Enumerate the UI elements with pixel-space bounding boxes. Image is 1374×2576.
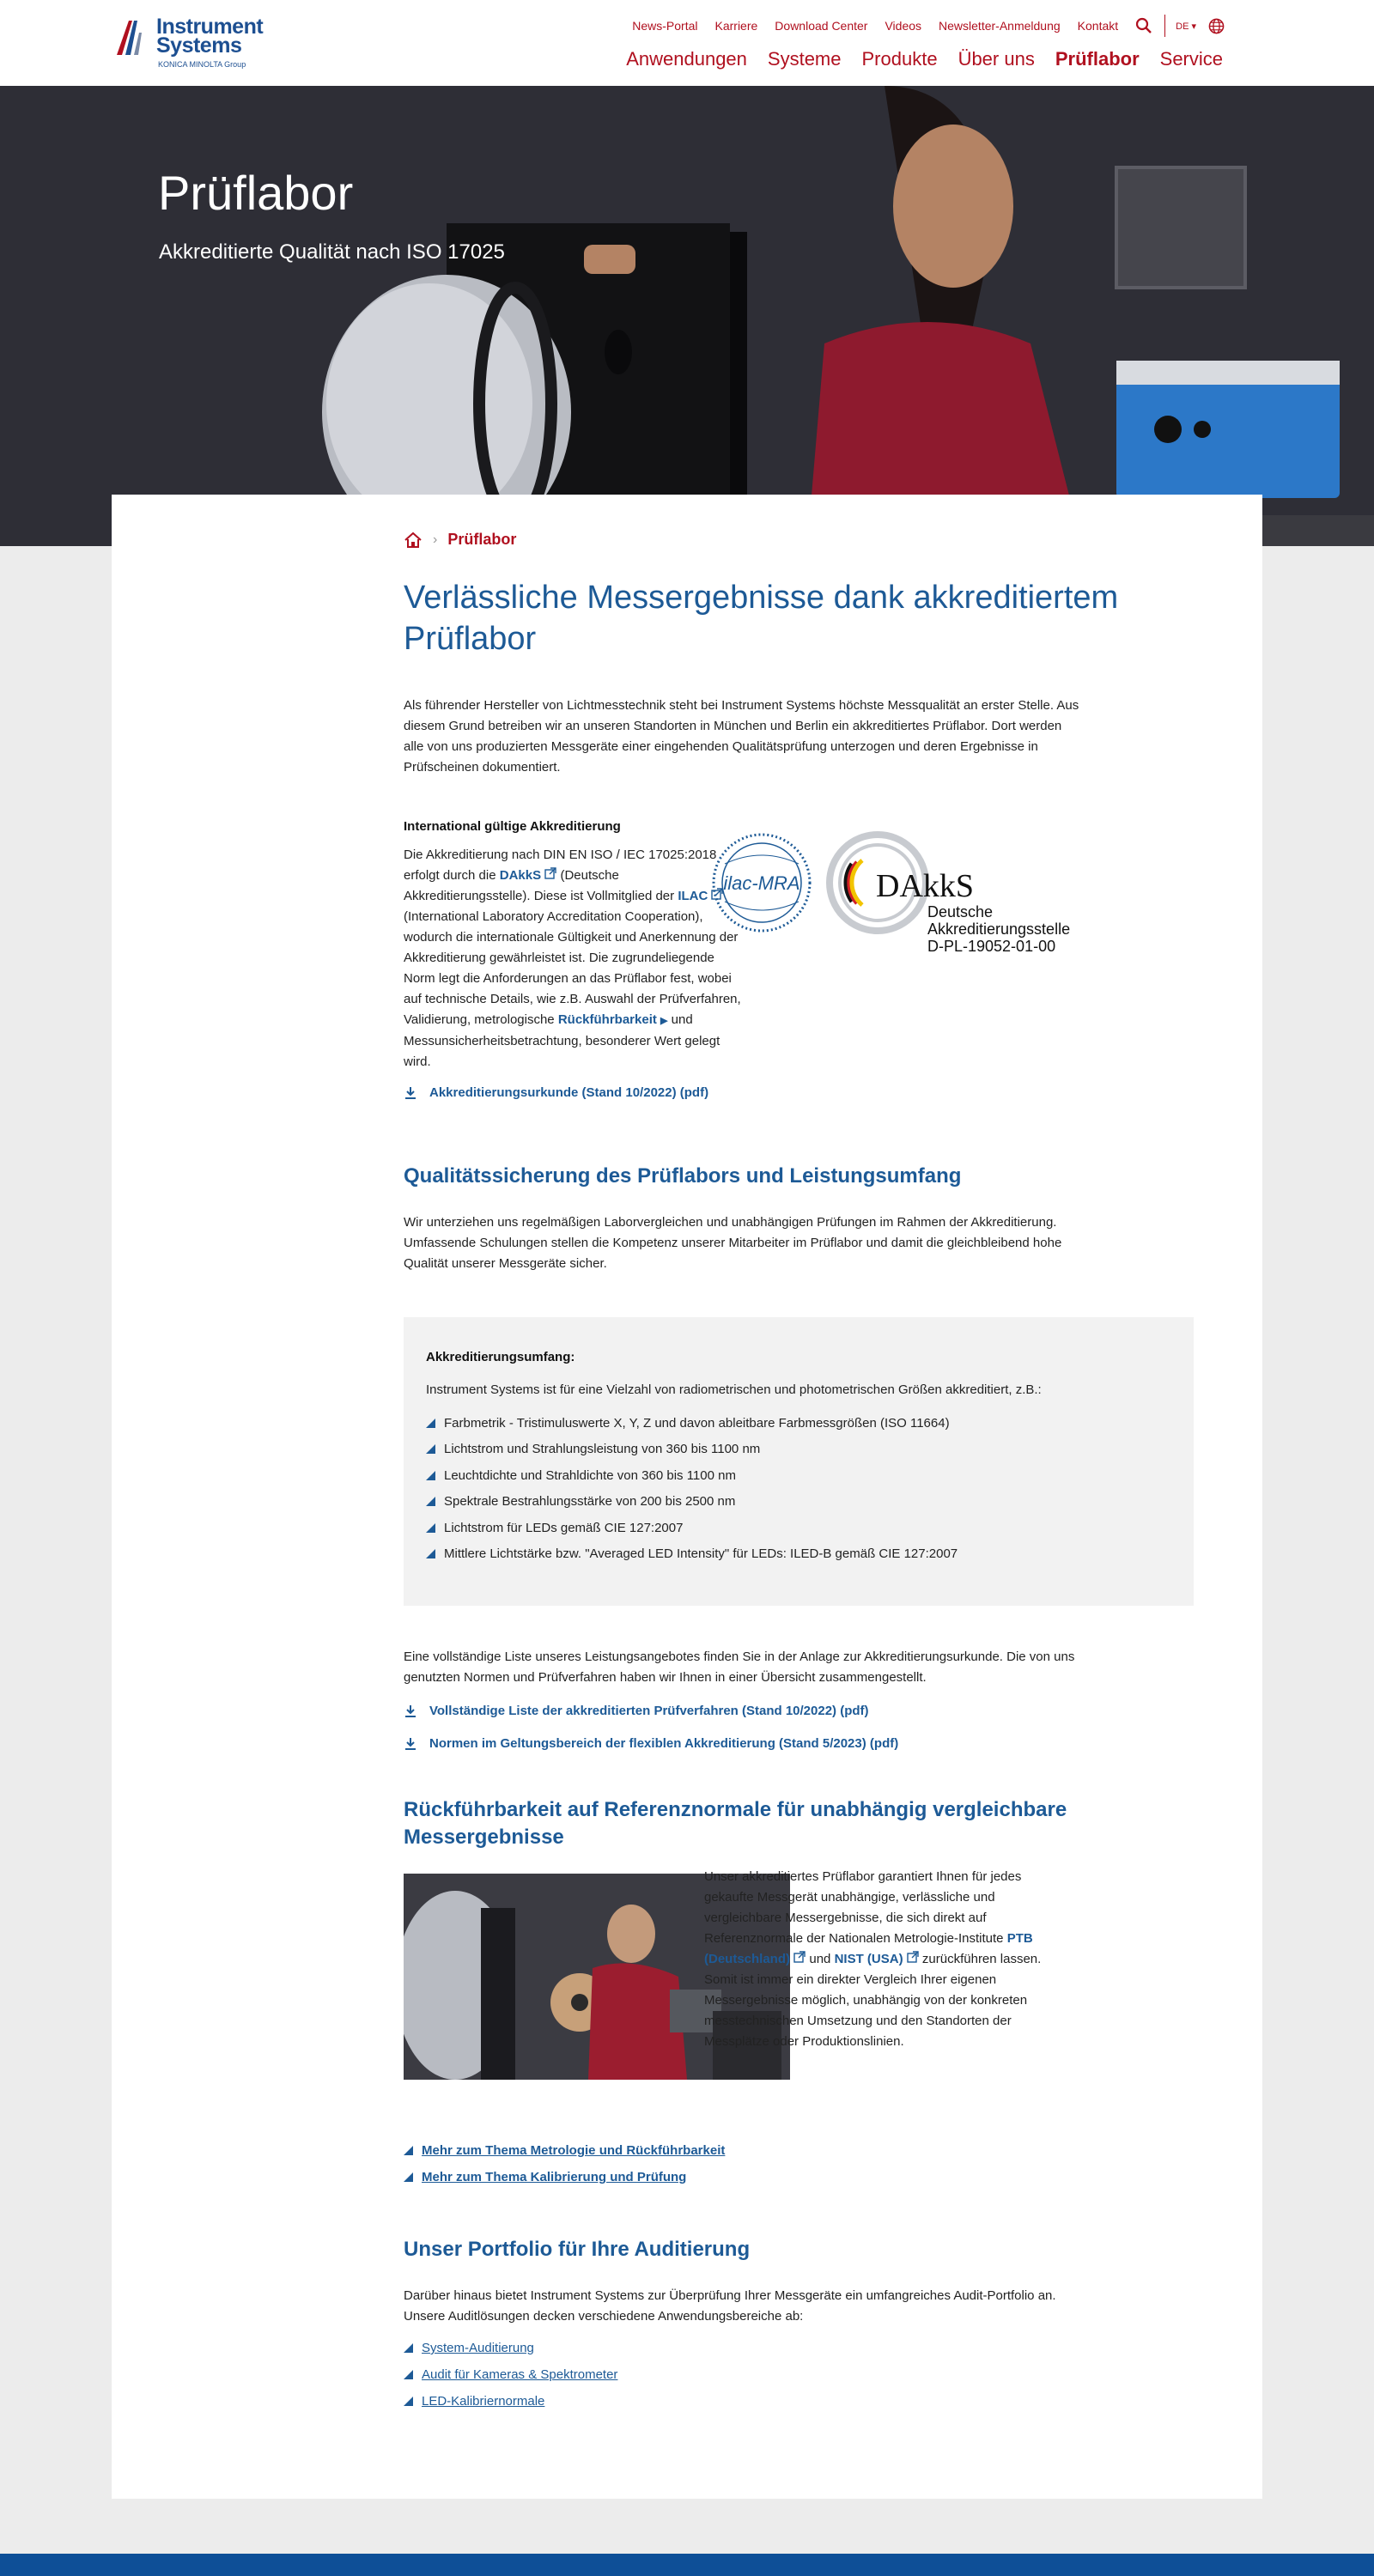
nav-download-center[interactable]: Download Center xyxy=(775,19,868,33)
list-item: Mittlere Lichtstärke bzw. "Averaged LED Intensity" für LEDs: ILED-B gemäß CIE 127:2007 xyxy=(426,1541,958,1568)
logo-wordmark: Instrument Systems xyxy=(156,15,264,58)
svg-text:DAkkS: DAkkS xyxy=(876,868,975,904)
download-verfahren-list[interactable]: Vollständige Liste der akkreditierten Prüfverfahren (Stand 10/2022) (pdf) xyxy=(404,1704,869,1718)
portfolio-paragraph: Darüber hinaus bietet Instrument Systems zur Überprüfung Ihrer Messgeräte ein umfangreiches Audit-Portfolio an. Unsere Auditlösungen decken verschiedene Anwendungsbereiche ab: xyxy=(404,2288,1056,2324)
list-item: Lichtstrom für LEDs gemäß CIE 127:2007 xyxy=(426,1515,958,1541)
hero-title: Prüflabor xyxy=(158,166,354,220)
trace-paragraph: Unser akkreditiertes Prüflabor garantiert Ihnen für jedes gekaufte Messgerät unabhängige, verlässliche und vergleichbare Messergebnisse, die sich direkt auf Referenznormale der Nationalen Metrologie-Institute PTB (Deutschland) und NIST (USA) zurückführen lassen. Somit ist immer ein direkter Vergleich Ihrer eigenen Messergebnisse möglich, unabhängig von der konkreten messtechnischen Umsetzung und den Standorten der Messplätze oder Produktionslinien. xyxy=(704,1869,1042,2049)
accreditation-scope-box xyxy=(404,1317,1194,1606)
triangle-bullet-icon xyxy=(426,1549,435,1558)
external-link-icon xyxy=(793,1951,806,1963)
hero-banner xyxy=(0,86,1374,546)
nav-newsletter[interactable]: Newsletter-Anmeldung xyxy=(939,19,1061,33)
main-navigation xyxy=(605,48,1223,70)
svg-text:Akkreditierungsstelle: Akkreditierungsstelle xyxy=(927,920,1071,938)
nav-karriere[interactable]: Karriere xyxy=(714,19,758,33)
chevron-right-icon: › xyxy=(433,532,438,547)
nav-prueflabor[interactable]: Prüflabor xyxy=(1055,48,1140,70)
scope-list xyxy=(426,1410,958,1567)
home-icon[interactable] xyxy=(404,532,423,549)
external-link-icon xyxy=(907,1951,919,1963)
triangle-bullet-icon xyxy=(426,1523,435,1533)
search-icon[interactable] xyxy=(1135,17,1152,34)
svg-text:ilac-MRA: ilac-MRA xyxy=(723,872,800,894)
ilac-mra-logo xyxy=(706,829,818,950)
triangle-bullet-icon xyxy=(426,1444,435,1454)
audit-kameras-link[interactable]: Audit für Kameras & Spektrometer xyxy=(422,2367,618,2382)
scope-intro: Instrument Systems ist für eine Vielzahl von radiometrischen und photometrischen Größen akkreditiert, z.B.: xyxy=(426,1382,1042,1397)
led-kalibriernormale-link[interactable]: LED-Kalibriernormale xyxy=(422,2394,545,2409)
site-header xyxy=(0,0,1374,86)
download-icon xyxy=(404,1737,417,1751)
breadcrumb-current: Prüflabor xyxy=(447,531,517,548)
qs-paragraph: Wir unterziehen uns regelmäßigen Laborvergleichen und unabhängigen Prüfungen im Rahmen der Akkreditierung. Umfassende Schulungen stellen die Kompetenz unserer Mitarbeiter im Prüflabor und damit die gleichbleibend hohe Qualität unserer Messgeräte sicher. xyxy=(404,1215,1062,1271)
company-logo[interactable] xyxy=(115,17,287,72)
list-item: Farbmetrik - Tristimuluswerte X, Y, Z und davon ableitbare Farbmessgrößen (ISO 11664) xyxy=(426,1410,958,1437)
footer-bar xyxy=(0,2554,1374,2576)
download-normen[interactable]: Normen im Geltungsbereich der flexiblen Akkreditierung (Stand 5/2023) (pdf) xyxy=(404,1736,898,1751)
triangle-bullet-icon xyxy=(404,2172,413,2182)
qs-heading: Qualitätssicherung des Prüflabors und Leistungsumfang xyxy=(404,1164,962,1188)
logo-mark-icon xyxy=(115,19,153,57)
hero-photo xyxy=(0,86,1374,546)
nav-videos[interactable]: Videos xyxy=(885,19,922,33)
breadcrumb xyxy=(404,531,516,549)
trace-heading: Rückführbarkeit auf Referenznormale für unabhängig vergleichbare Messergebnisse xyxy=(404,1798,1067,1849)
more-kalibrierung-link[interactable]: Mehr zum Thema Kalibrierung und Prüfung xyxy=(422,2170,687,2184)
accreditation-logos xyxy=(706,829,1084,967)
triangle-bullet-icon xyxy=(404,2146,413,2155)
external-link-icon xyxy=(544,867,556,879)
portfolio-item[interactable] xyxy=(404,2367,617,2382)
content-card xyxy=(112,495,1262,2499)
scope-heading: Akkreditierungsumfang: xyxy=(426,1350,575,1364)
triangle-bullet-icon xyxy=(404,2343,413,2353)
rueckfuehrbarkeit-link[interactable]: Rückführbarkeit ▶ xyxy=(557,1012,668,1027)
nav-produkte[interactable]: Produkte xyxy=(861,48,938,70)
ilac-link[interactable]: ILAC xyxy=(678,889,723,903)
ptb-link[interactable]: PTB (Deutschland) xyxy=(704,1931,1033,1966)
portfolio-item[interactable] xyxy=(404,2394,544,2409)
more-metrologie-link[interactable]: Mehr zum Thema Metrologie und Rückführbarkeit xyxy=(422,2143,726,2158)
download-urkunde[interactable]: Akkreditierungsurkunde (Stand 10/2022) (pdf) xyxy=(404,1085,708,1100)
nav-kontakt[interactable]: Kontakt xyxy=(1077,19,1119,33)
triangle-bullet-icon xyxy=(404,2397,413,2406)
top-navigation xyxy=(615,15,1225,37)
svg-text:D-PL-19052-01-00: D-PL-19052-01-00 xyxy=(927,938,1056,955)
logo-subline: KONICA MINOLTA Group xyxy=(158,60,246,69)
triangle-bullet-icon xyxy=(426,1497,435,1506)
nav-news-portal[interactable]: News-Portal xyxy=(632,19,698,33)
hero-subtitle: Akkreditierte Qualität nach ISO 17025 xyxy=(159,240,505,264)
system-auditierung-link[interactable]: System-Auditierung xyxy=(422,2341,534,2355)
portfolio-item[interactable] xyxy=(404,2341,534,2355)
language-selector[interactable]: DE ▾ xyxy=(1176,21,1196,32)
nav-anwendungen[interactable]: Anwendungen xyxy=(626,48,747,70)
dakks-logo xyxy=(826,829,1084,967)
svg-text:Deutsche: Deutsche xyxy=(927,903,994,920)
globe-icon[interactable] xyxy=(1208,18,1225,34)
page-headline: Verlässliche Messergebnisse dank akkreditiertem Prüflabor xyxy=(404,580,1119,657)
intro-paragraph: Als führender Hersteller von Lichtmesstechnik steht bei Instrument Systems höchste Messqualität an erster Stelle. Aus diesem Grund betreiben wir an unseren Standorten in München und Berlin ein akkreditiertes Prüflabor. Dort werden alle von uns produzierten Messgeräte einer eingehenden Qualitätsprüfung unterzogen und deren Ergebnisse in Prüfscheinen dokumentiert. xyxy=(404,698,1079,775)
accreditation-paragraph: Die Akkreditierung nach DIN EN ISO / IEC 17025:2018 erfolgt durch die DAkkS (Deutsche Akkreditierungsstelle). Diese ist Vollmitglied der ILAC (International Laboratory Accreditation Cooperation), wodurch die internationale Gültigkeit und Anerkennung der Akkreditierung gewährleistet ist. Die zugrundeliegende Norm legt die Anforderungen an das Prüflabor fest, wobei auf technische Details, wie z.B. Auswahl der Prüfverfahren, Validierung, metrologische Rückführbarkeit ▶ und Messunsicherheitsbetrachtung, besonderer Wert gelegt wird. xyxy=(404,848,741,1069)
accreditation-heading: International gültige Akkreditierung xyxy=(404,819,621,834)
full-list-paragraph: Eine vollständige Liste unseres Leistungsangebotes finden Sie in der Anlage zur Akkreditierungsurkunde. Die von uns genutzten Normen und Prüfverfahren haben wir Ihnen in einer Übersicht zusammengestellt. xyxy=(404,1649,1075,1685)
header-divider xyxy=(1164,15,1165,37)
download-icon xyxy=(404,1704,417,1718)
more-metrologie[interactable] xyxy=(404,2143,725,2158)
more-kalibrierung[interactable] xyxy=(404,2170,686,2184)
triangle-bullet-icon xyxy=(426,1419,435,1428)
nav-service[interactable]: Service xyxy=(1159,48,1223,70)
triangle-bullet-icon xyxy=(404,2370,413,2379)
download-icon xyxy=(404,1086,417,1100)
list-item: Leuchtdichte und Strahldichte von 360 bis 1100 nm xyxy=(426,1462,958,1489)
portfolio-heading: Unser Portfolio für Ihre Auditierung xyxy=(404,2238,751,2261)
nav-systeme[interactable]: Systeme xyxy=(767,48,842,70)
dakks-link[interactable]: DAkkS xyxy=(500,868,557,883)
nav-ueber-uns[interactable]: Über uns xyxy=(958,48,1035,70)
arrow-right-icon: ▶ xyxy=(660,1016,668,1026)
list-item: Lichtstrom und Strahlungsleistung von 360 bis 1100 nm xyxy=(426,1437,958,1463)
triangle-bullet-icon xyxy=(426,1471,435,1480)
nist-link[interactable]: NIST (USA) xyxy=(835,1952,919,1966)
list-item: Spektrale Bestrahlungsstärke von 200 bis 2500 nm xyxy=(426,1489,958,1516)
